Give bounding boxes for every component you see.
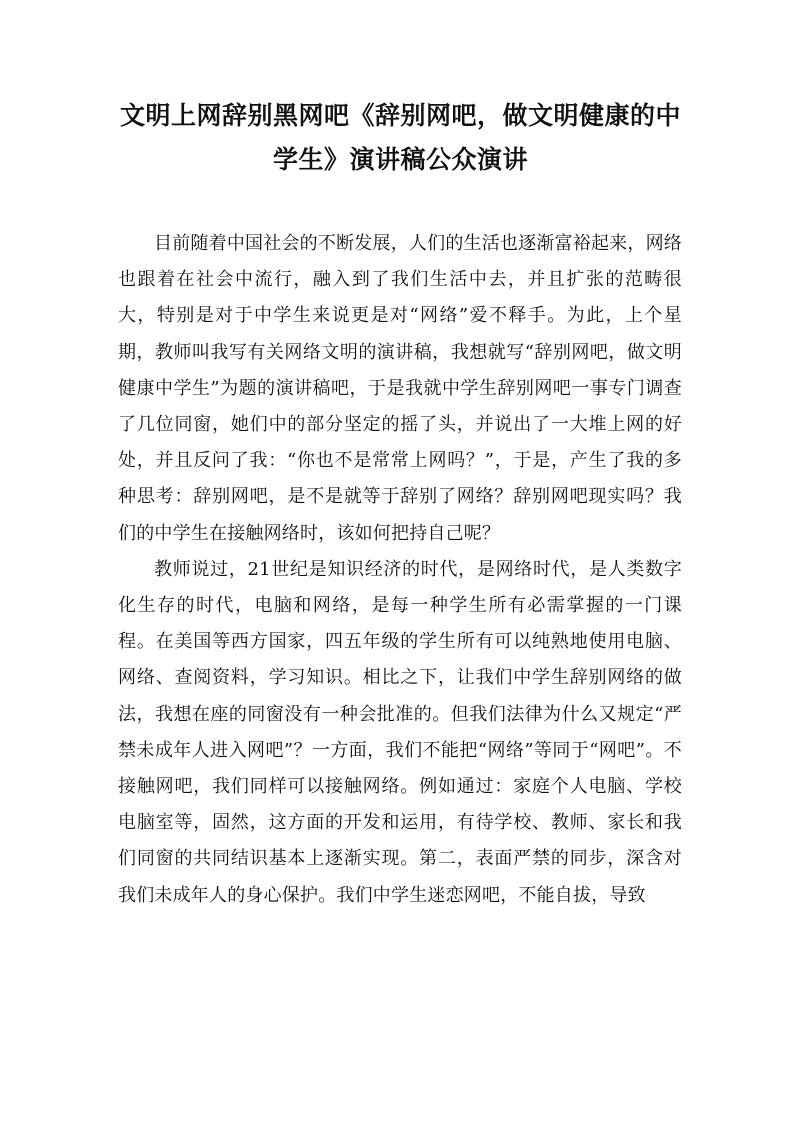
document-title: 文明上网辞别黑网吧《辞别网吧，做文明健康的中学生》演讲稿公众演讲 [119, 101, 681, 174]
paragraph-2: 教师说过，21世纪是知识经济的时代，是网络时代，是人类数字化生存的时代，电脑和网络，是每一种学生所有必需掌握的一门课程。在美国等西方国家，四五年级的学生所有可以纯熟地使用电脑、网络、查阅资料，学习知识。相比之下，让我们中学生辞别网络的做法，我想在座的同窗没有一种会批准的。但我们法律为什么又规定“严禁未成年人进入网吧”？一方面，我们不能把“网络”等同于“网吧”。不接触网吧，我们同样可以接触网络。例如通过：家庭个人电脑、学校电脑室等，固然，这方面的开发和运用，有待学校、教师、家长和我们同窗的共同结识基本上逐渐实现。第二，表面严禁的同步，深含对我们未成年人的身心保护。我们中学生迷恋网吧，不能自拔，导致 [118, 558, 682, 906]
document-body [118, 226, 682, 914]
paragraph-1: 目前随着中国社会的不断发展，人们的生活也逐渐富裕起来，网络也跟着在社会中流行，融入到了我们生活中去，并且扩张的范畴很大，特别是对于中学生来说更是对“网络”爱不释手。为此，上个星期，教师叫我写有关网络文明的演讲稿，我想就写“辞别网吧，做文明健康中学生”为题的演讲稿吧，于是我就中学生辞别网吧一事专门调查了几位同窗，她们中的部分坚定的摇了头，并说出了一大堆上网的好处，并且反问了我：“你也不是常常上网吗？”，于是，产生了我的多种思考：辞别网吧，是不是就等于辞别了网络？辞别网吧现实吗？我们的中学生在接触网络时，该如何把持自己呢？ [118, 233, 682, 544]
